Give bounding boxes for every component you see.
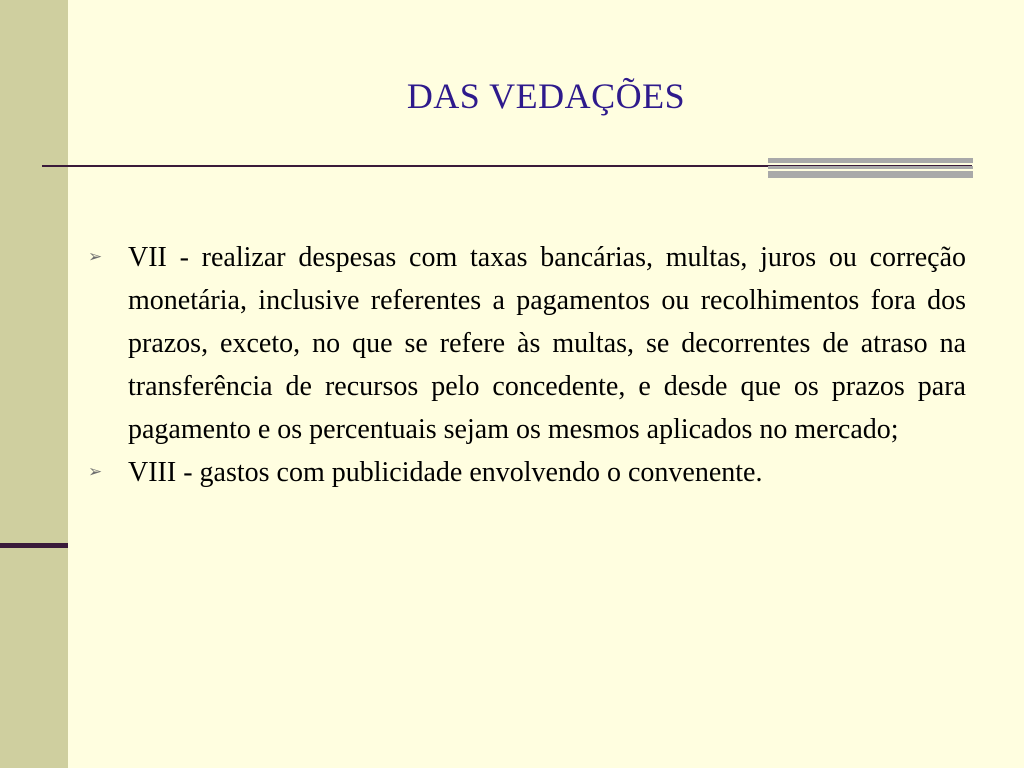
side-accent-bar <box>0 543 68 548</box>
slide-title: DAS VEDAÇÕES <box>406 76 686 116</box>
divider-stripe-block <box>768 158 973 178</box>
bullet-text-viii: VIII - gastos com publicidade envolvendo o convenente. <box>128 457 763 488</box>
arrowhead-bullet-icon: ➢ <box>88 462 103 482</box>
bullet-text-vii: VII - realizar despesas com taxas bancárias, multas, juros ou correção monetária, inclusive referentes a pagamentos ou recolhimentos fora dos prazos, exceto, no que se refere às multas, se decorrentes de atraso na transferência de recursos pelo concedente, e desde que os prazos para pagamento e os percentuais sejam os mesmos aplicados no mercado; <box>128 242 966 445</box>
arrowhead-bullet-icon: ➢ <box>88 247 103 267</box>
list-item <box>86 451 966 494</box>
list-item <box>86 236 966 451</box>
side-band <box>0 0 68 768</box>
bullet-list <box>86 236 966 494</box>
